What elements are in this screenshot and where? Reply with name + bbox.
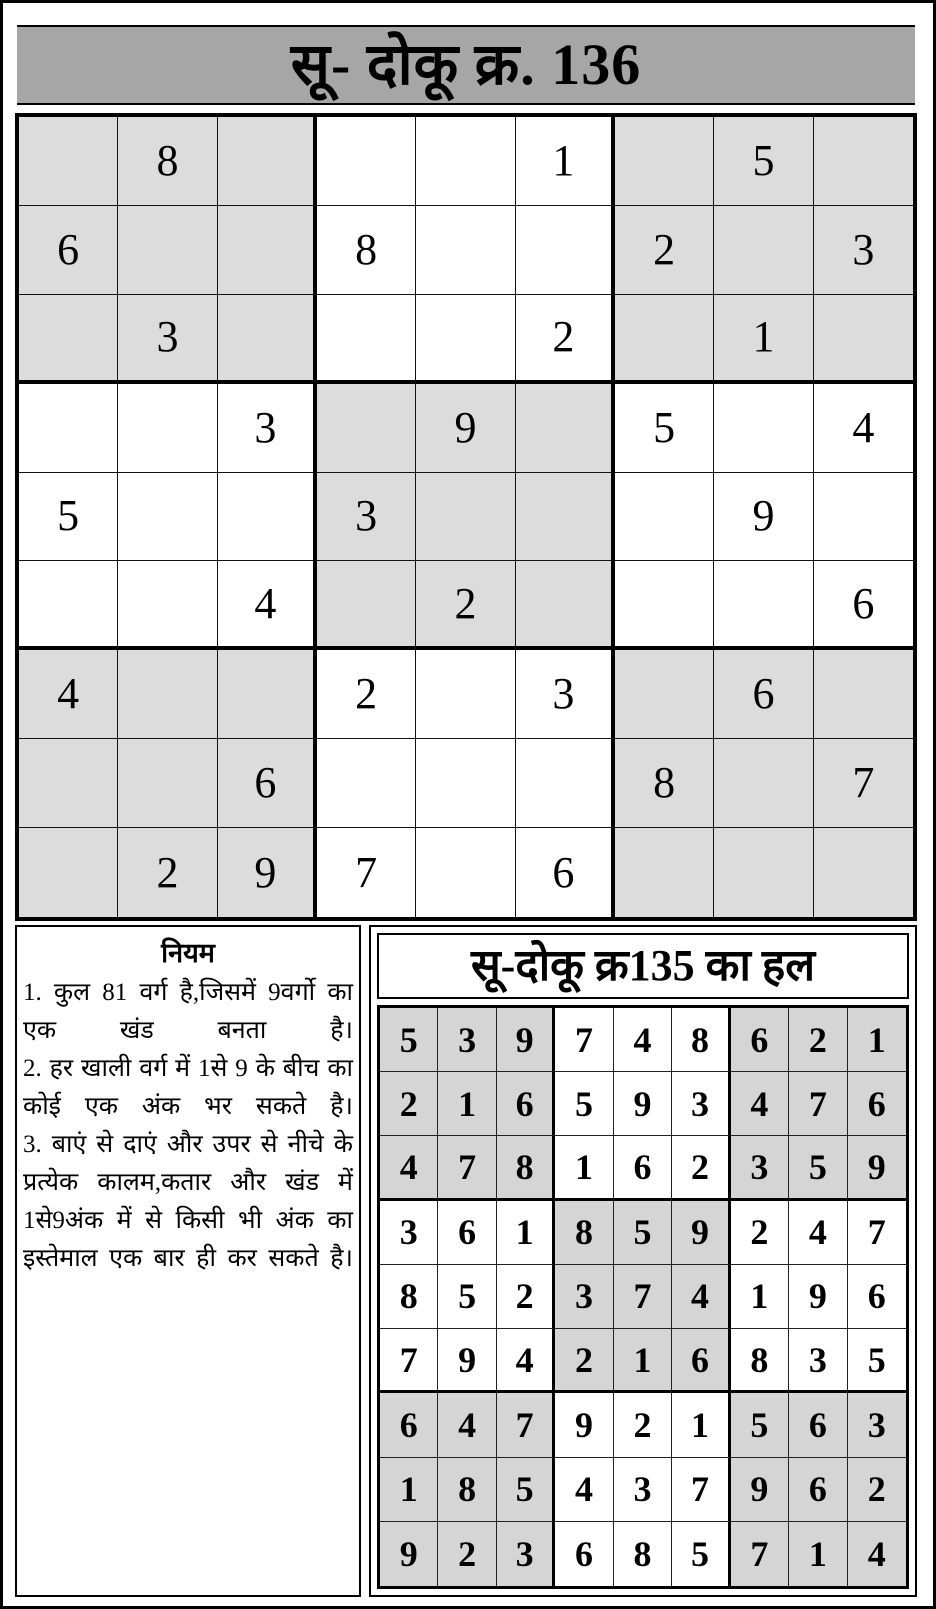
solution-cell-r9c8: 1 (789, 1522, 847, 1586)
puzzle-cell-r4c4[interactable] (317, 384, 416, 473)
puzzle-cell-r6c7[interactable] (615, 561, 714, 650)
solution-cell-r1c9: 1 (848, 1008, 906, 1072)
puzzle-cell-r6c1[interactable] (19, 561, 118, 650)
solution-cell-r5c8: 9 (789, 1265, 847, 1329)
puzzle-cell-r2c5[interactable] (416, 206, 515, 295)
puzzle-cell-r2c6[interactable] (516, 206, 615, 295)
solution-cell-r5c9: 6 (848, 1265, 906, 1329)
puzzle-cell-r2c9[interactable]: 3 (814, 206, 913, 295)
puzzle-cell-r6c8[interactable] (714, 561, 813, 650)
solution-cell-r1c7: 6 (731, 1008, 789, 1072)
solution-cell-r9c5: 8 (614, 1522, 672, 1586)
puzzle-cell-r3c5[interactable] (416, 295, 515, 384)
solution-cell-r1c3: 9 (497, 1008, 555, 1072)
puzzle-cell-r9c7[interactable] (615, 828, 714, 917)
solution-title: सू-दोकू क्र135 का हल (470, 941, 816, 990)
solution-cell-r4c6: 9 (672, 1201, 730, 1265)
puzzle-cell-r3c8[interactable]: 1 (714, 295, 813, 384)
puzzle-cell-r7c9[interactable] (814, 650, 913, 739)
solution-cell-r6c5: 1 (614, 1329, 672, 1393)
solution-cell-r6c6: 6 (672, 1329, 730, 1393)
solution-cell-r7c4: 9 (555, 1393, 613, 1457)
puzzle-cell-r5c9[interactable] (814, 473, 913, 562)
puzzle-cell-r1c1[interactable] (19, 117, 118, 206)
solution-cell-r2c1: 2 (380, 1072, 438, 1136)
puzzle-cell-r3c1[interactable] (19, 295, 118, 384)
puzzle-cell-r1c2[interactable]: 8 (118, 117, 217, 206)
solution-cell-r3c3: 8 (497, 1136, 555, 1200)
puzzle-cell-r1c4[interactable] (317, 117, 416, 206)
puzzle-cell-r8c5[interactable] (416, 739, 515, 828)
puzzle-cell-r6c3[interactable]: 4 (218, 561, 317, 650)
solution-cell-r4c1: 3 (380, 1201, 438, 1265)
solution-cell-r4c7: 2 (731, 1201, 789, 1265)
puzzle-cell-r1c3[interactable] (218, 117, 317, 206)
solution-cell-r7c3: 7 (497, 1393, 555, 1457)
puzzle-cell-r9c2[interactable]: 2 (118, 828, 217, 917)
puzzle-cell-r1c5[interactable] (416, 117, 515, 206)
puzzle-cell-r3c6[interactable]: 2 (516, 295, 615, 384)
solution-grid-wrap (377, 1005, 909, 1589)
solution-cell-r6c7: 8 (731, 1329, 789, 1393)
puzzle-cell-r7c4[interactable]: 2 (317, 650, 416, 739)
page-title: सू- दोकू क्र. 136 (290, 32, 642, 97)
puzzle-cell-r7c6[interactable]: 3 (516, 650, 615, 739)
puzzle-cell-r3c3[interactable] (218, 295, 317, 384)
solution-cell-r7c6: 1 (672, 1393, 730, 1457)
puzzle-cell-r9c1[interactable] (19, 828, 118, 917)
solution-cell-r5c7: 1 (731, 1265, 789, 1329)
page-title-banner (17, 25, 915, 105)
puzzle-cell-r8c9[interactable]: 7 (814, 739, 913, 828)
solution-cell-r4c8: 4 (789, 1201, 847, 1265)
puzzle-cell-r9c8[interactable] (714, 828, 813, 917)
solution-cell-r9c4: 6 (555, 1522, 613, 1586)
solution-cell-r9c1: 9 (380, 1522, 438, 1586)
puzzle-cell-r9c3[interactable]: 9 (218, 828, 317, 917)
solution-cell-r7c1: 6 (380, 1393, 438, 1457)
puzzle-cell-r5c7[interactable] (615, 473, 714, 562)
puzzle-cell-r7c5[interactable] (416, 650, 515, 739)
solution-cell-r4c4: 8 (555, 1201, 613, 1265)
solution-cell-r1c4: 7 (555, 1008, 613, 1072)
solution-panel (369, 925, 917, 1597)
solution-cell-r5c5: 7 (614, 1265, 672, 1329)
puzzle-cell-r8c1[interactable] (19, 739, 118, 828)
solution-grid (380, 1008, 906, 1586)
puzzle-cell-r6c5[interactable]: 2 (416, 561, 515, 650)
solution-cell-r8c1: 1 (380, 1458, 438, 1522)
puzzle-cell-r1c6[interactable]: 1 (516, 117, 615, 206)
puzzle-cell-r5c6[interactable] (516, 473, 615, 562)
solution-cell-r3c5: 6 (614, 1136, 672, 1200)
solution-cell-r6c1: 7 (380, 1329, 438, 1393)
puzzle-cell-r1c7[interactable] (615, 117, 714, 206)
solution-title-box (377, 933, 909, 999)
puzzle-cell-r4c8[interactable] (714, 384, 813, 473)
puzzle-cell-r2c3[interactable] (218, 206, 317, 295)
puzzle-cell-r1c8[interactable]: 5 (714, 117, 813, 206)
puzzle-cell-r8c4[interactable] (317, 739, 416, 828)
rules-panel (15, 925, 361, 1597)
solution-cell-r3c9: 9 (848, 1136, 906, 1200)
puzzle-cell-r5c3[interactable] (218, 473, 317, 562)
solution-cell-r8c4: 4 (555, 1458, 613, 1522)
puzzle-cell-r4c6[interactable] (516, 384, 615, 473)
solution-cell-r8c9: 2 (848, 1458, 906, 1522)
puzzle-grid[interactable] (19, 117, 913, 917)
solution-cell-r5c3: 2 (497, 1265, 555, 1329)
puzzle-cell-r2c4[interactable]: 8 (317, 206, 416, 295)
puzzle-cell-r8c3[interactable]: 6 (218, 739, 317, 828)
solution-cell-r6c9: 5 (848, 1329, 906, 1393)
solution-cell-r1c1: 5 (380, 1008, 438, 1072)
solution-cell-r8c3: 5 (497, 1458, 555, 1522)
solution-cell-r6c2: 9 (438, 1329, 496, 1393)
solution-cell-r6c4: 2 (555, 1329, 613, 1393)
solution-cell-r4c5: 5 (614, 1201, 672, 1265)
puzzle-cell-r7c7[interactable] (615, 650, 714, 739)
solution-cell-r1c6: 8 (672, 1008, 730, 1072)
solution-cell-r1c8: 2 (789, 1008, 847, 1072)
puzzle-cell-r4c5[interactable]: 9 (416, 384, 515, 473)
solution-cell-r8c2: 8 (438, 1458, 496, 1522)
rule-item-3: 3. बाएं से दाएं और उपर से नीचे के प्रत्येक कालम,कतार और खंड में 1से9अंक में से किसी भी अंक का इस्तेमाल एक बार ही कर सकते है। (23, 1131, 353, 1272)
puzzle-cell-r1c9[interactable] (814, 117, 913, 206)
puzzle-cell-r7c1[interactable]: 4 (19, 650, 118, 739)
solution-cell-r3c1: 4 (380, 1136, 438, 1200)
solution-cell-r7c9: 3 (848, 1393, 906, 1457)
solution-cell-r3c6: 2 (672, 1136, 730, 1200)
solution-cell-r2c8: 7 (789, 1072, 847, 1136)
rule-item-1: 1. कुल 81 वर्ग है,जिसमें 9वर्गो का एक खंड बनता है। (23, 979, 353, 1044)
solution-cell-r4c3: 1 (497, 1201, 555, 1265)
solution-cell-r5c1: 8 (380, 1265, 438, 1329)
puzzle-cell-r3c4[interactable] (317, 295, 416, 384)
puzzle-cell-r2c1[interactable]: 6 (19, 206, 118, 295)
solution-cell-r6c8: 3 (789, 1329, 847, 1393)
solution-cell-r9c2: 2 (438, 1522, 496, 1586)
puzzle-cell-r8c2[interactable] (118, 739, 217, 828)
puzzle-cell-r4c2[interactable] (118, 384, 217, 473)
solution-cell-r8c8: 6 (789, 1458, 847, 1522)
puzzle-cell-r9c6[interactable]: 6 (516, 828, 615, 917)
solution-cell-r9c9: 4 (848, 1522, 906, 1586)
puzzle-cell-r2c8[interactable] (714, 206, 813, 295)
solution-cell-r2c7: 4 (731, 1072, 789, 1136)
puzzle-cell-r9c9[interactable] (814, 828, 913, 917)
solution-cell-r2c2: 1 (438, 1072, 496, 1136)
puzzle-cell-r3c2[interactable]: 3 (118, 295, 217, 384)
solution-cell-r8c7: 9 (731, 1458, 789, 1522)
puzzle-cell-r4c3[interactable]: 3 (218, 384, 317, 473)
puzzle-cell-r5c2[interactable] (118, 473, 217, 562)
puzzle-cell-r8c6[interactable] (516, 739, 615, 828)
solution-cell-r4c9: 7 (848, 1201, 906, 1265)
puzzle-cell-r4c7[interactable]: 5 (615, 384, 714, 473)
solution-cell-r3c8: 5 (789, 1136, 847, 1200)
solution-cell-r2c4: 5 (555, 1072, 613, 1136)
solution-cell-r4c2: 6 (438, 1201, 496, 1265)
puzzle-cell-r7c8[interactable]: 6 (714, 650, 813, 739)
puzzle-cell-r6c4[interactable] (317, 561, 416, 650)
solution-cell-r9c7: 7 (731, 1522, 789, 1586)
puzzle-cell-r7c3[interactable] (218, 650, 317, 739)
solution-cell-r9c3: 3 (497, 1522, 555, 1586)
puzzle-cell-r3c9[interactable] (814, 295, 913, 384)
solution-cell-r2c5: 9 (614, 1072, 672, 1136)
solution-cell-r3c2: 7 (438, 1136, 496, 1200)
puzzle-cell-r8c7[interactable]: 8 (615, 739, 714, 828)
puzzle-cell-r8c8[interactable] (714, 739, 813, 828)
puzzle-cell-r6c2[interactable] (118, 561, 217, 650)
solution-cell-r2c6: 3 (672, 1072, 730, 1136)
lower-section (15, 925, 917, 1597)
puzzle-cell-r9c5[interactable] (416, 828, 515, 917)
puzzle-cell-r5c8[interactable]: 9 (714, 473, 813, 562)
puzzle-cell-r5c1[interactable]: 5 (19, 473, 118, 562)
puzzle-cell-r2c2[interactable] (118, 206, 217, 295)
solution-cell-r9c6: 5 (672, 1522, 730, 1586)
puzzle-cell-r4c9[interactable]: 4 (814, 384, 913, 473)
solution-cell-r1c5: 4 (614, 1008, 672, 1072)
solution-cell-r1c2: 3 (438, 1008, 496, 1072)
solution-cell-r8c6: 7 (672, 1458, 730, 1522)
solution-cell-r2c9: 6 (848, 1072, 906, 1136)
solution-cell-r5c6: 4 (672, 1265, 730, 1329)
solution-cell-r5c2: 5 (438, 1265, 496, 1329)
puzzle-cell-r6c6[interactable] (516, 561, 615, 650)
puzzle-cell-r7c2[interactable] (118, 650, 217, 739)
puzzle-cell-r2c7[interactable]: 2 (615, 206, 714, 295)
puzzle-cell-r5c5[interactable] (416, 473, 515, 562)
solution-cell-r2c3: 6 (497, 1072, 555, 1136)
puzzle-cell-r9c4[interactable]: 7 (317, 828, 416, 917)
solution-cell-r5c4: 3 (555, 1265, 613, 1329)
puzzle-cell-r5c4[interactable]: 3 (317, 473, 416, 562)
solution-cell-r7c2: 4 (438, 1393, 496, 1457)
rule-item-2: 2. हर खाली वर्ग में 1से 9 के बीच का कोई एक अंक भर सकते है। (23, 1055, 353, 1120)
solution-cell-r3c7: 3 (731, 1136, 789, 1200)
solution-cell-r7c8: 6 (789, 1393, 847, 1457)
rules-title: नियम (161, 938, 215, 968)
puzzle-cell-r6c9[interactable]: 6 (814, 561, 913, 650)
puzzle-cell-r3c7[interactable] (615, 295, 714, 384)
puzzle-cell-r4c1[interactable] (19, 384, 118, 473)
sudoku-puzzle[interactable] (15, 113, 917, 921)
solution-cell-r3c4: 1 (555, 1136, 613, 1200)
solution-cell-r7c5: 2 (614, 1393, 672, 1457)
solution-cell-r8c5: 3 (614, 1458, 672, 1522)
solution-cell-r6c3: 4 (497, 1329, 555, 1393)
solution-cell-r7c7: 5 (731, 1393, 789, 1457)
